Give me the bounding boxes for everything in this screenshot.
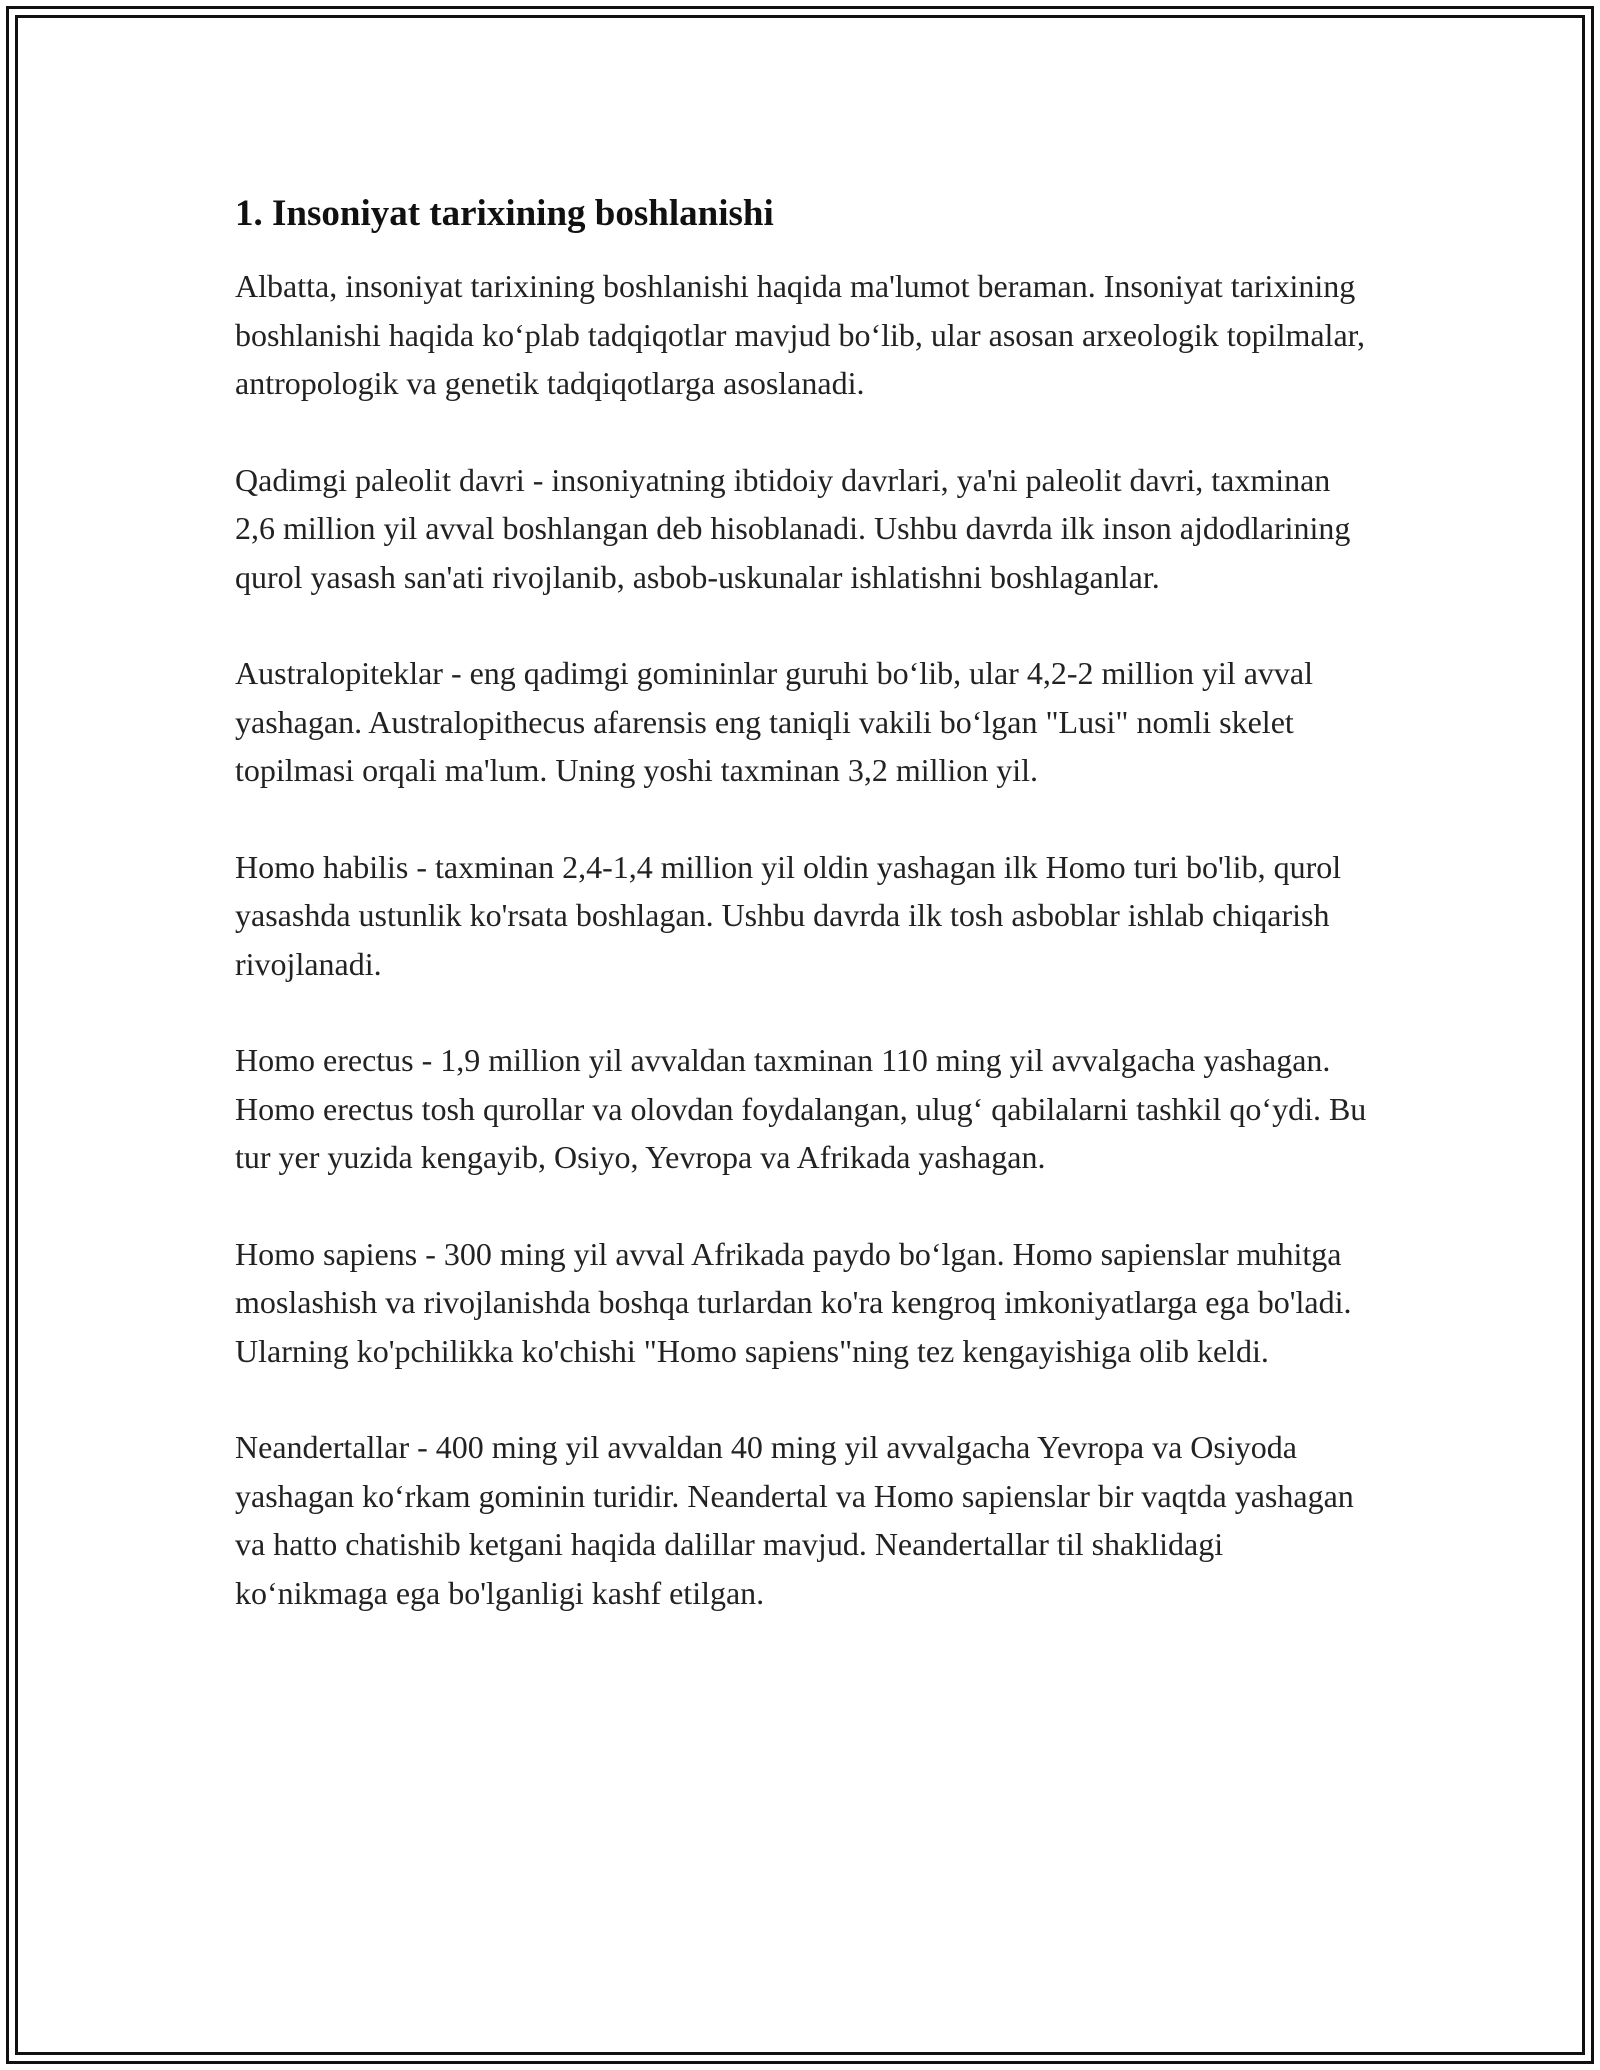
document-title: 1. Insoniyat tarixining boshlanishi [235,193,774,234]
paragraph-intro: Albatta, insoniyat tarixining boshlanishi haqida ma'lumot beraman. Insoniyat tarixining boshlanishi haqida ko‘plab tadqiqotlar mavjud bo‘lib, ular asosan arxeologik topilmalar, antropologik va genetik tadqiqotlarga asoslanadi. [235,268,1366,401]
paragraph-homo-sapiens: Homo sapiens - 300 ming yil avval Afrikada paydo bo‘lgan. Homo sapienslar muhitga moslashish va rivojlanishda boshqa turlardan ko'ra kengroq imkoniyatlarga ega bo'ladi. Ularning ko'pchilikka ko'chishi "Homo sapiens"ning tez kengayishiga olib keldi. [235,1235,1352,1369]
paragraph-homo-erectus: Homo erectus - 1,9 million yil avvaldan taxminan 110 ming yil avvalgacha yashagan. Homo erectus tosh qurollar va olovdan foydalangan, ulug‘ qabilalarni tashkil qo‘ydi. Bu tur yer yuzida kengayib, Osiyo, Yevropa va Afrikada yashagan. [235,1042,1367,1175]
document-body [235,188,1375,1665]
paragraph-homo-habilis: Homo habilis - taxminan 2,4-1,4 million yil oldin yashagan ilk Homo turi bo'lib, qurol yasashda ustunlik ko'rsata boshlagan. Ushbu davrda ilk tosh asboblar ishlab chiqarish rivojlanadi. [235,848,1342,982]
paragraph-australopithecines: Australopiteklar - eng qadimgi gomininlar guruhi bo‘lib, ular 4,2-2 million yil avval yashagan. Australopithecus afarensis eng taniqli vakili bo‘lgan "Lusi" nomli skelet topilmasi orqali ma'lum. Uning yoshi taxminan 3,2 million yil. [235,655,1314,788]
paragraph-paleolithic: Qadimgi paleolit davri - insoniyatning ibtidoiy davrlari, ya'ni paleolit davri, taxminan 2,6 million yil avval boshlangan deb hisoblanadi. Ushbu davrda ilk inson ajdodlarining qurol yasash san'ati rivojlanib, asbob-uskunalar ishlatishni boshlaganlar. [235,461,1351,595]
paragraph-neanderthals: Neandertallar - 400 ming yil avvaldan 40 ming yil avvalgacha Yevropa va Osiyoda yashagan ko‘rkam gominin turidir. Neandertal va Homo sapienslar bir vaqtda yashagan va hatto chatishib ketgani haqida dalillar mavjud. Neandertallar til shaklidagi ko‘nikmaga ega bo'lganligi kashf etilgan. [235,1429,1354,1611]
